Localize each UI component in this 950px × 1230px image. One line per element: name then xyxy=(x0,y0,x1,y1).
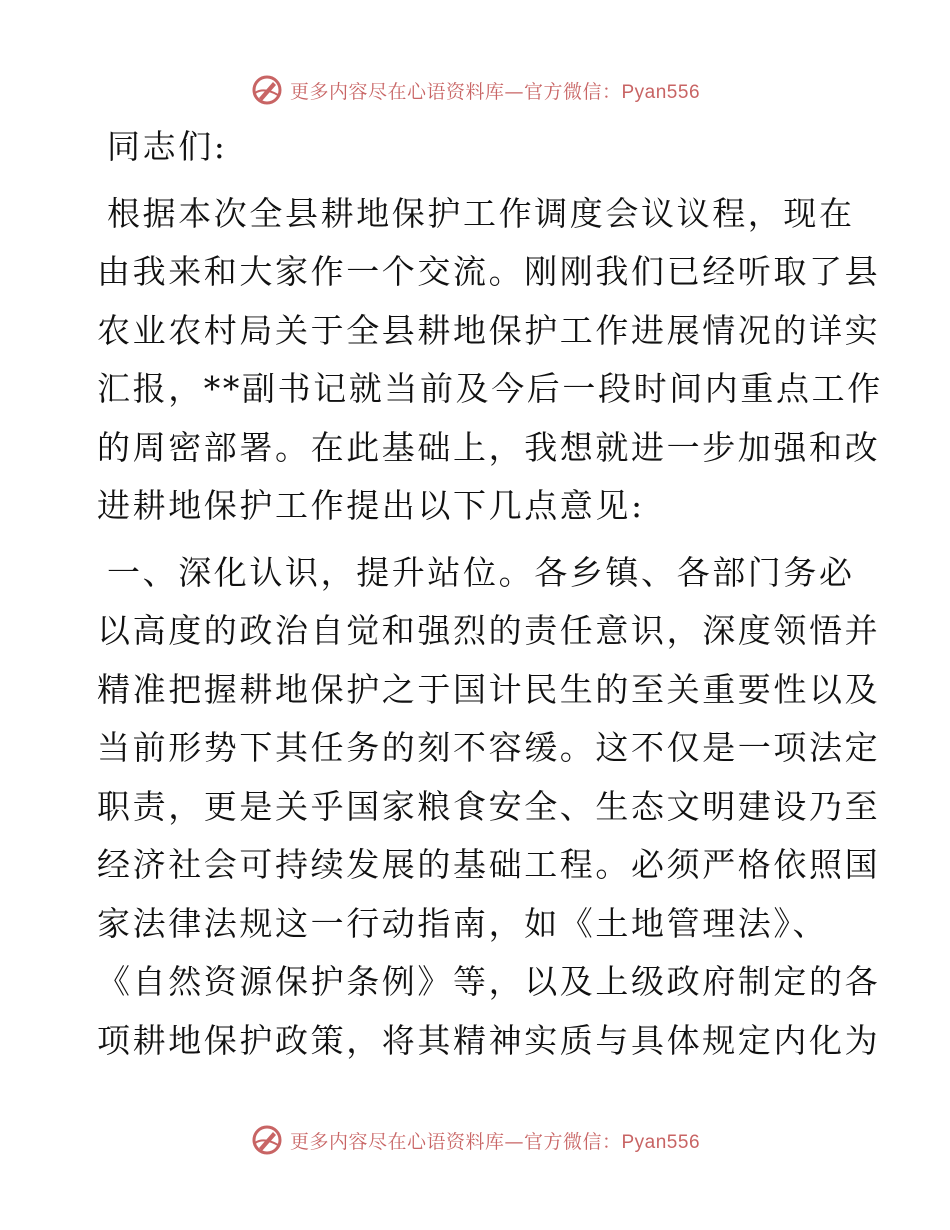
paragraph-line: 以高度的政治自觉和强烈的责任意识，深度领悟并 xyxy=(97,611,881,650)
paragraph-line: 职责，更是关乎国家粮食安全、生态文明建设乃至 xyxy=(97,786,881,826)
watermark-text: 更多内容尽在心语资料库—官方微信：Pyan556 xyxy=(289,1130,701,1153)
paragraph-line: 的周密部署。在此基础上，我想就进一步加强和改 xyxy=(97,427,881,467)
paragraph-line: 一、深化认识，提升站位。各乡镇、各部门务必 xyxy=(107,552,855,592)
pen-seal-icon xyxy=(250,1123,284,1157)
paragraph-line: 根据本次全县耕地保护工作调度会议议程，现在 xyxy=(107,193,855,233)
paragraph-line: 经济社会可持续发展的基础工程。必须严格依照国 xyxy=(97,845,881,884)
paragraph-line: 精准把握耕地保护之于国计民生的至关重要性以及 xyxy=(97,669,881,709)
paragraph-line: 由我来和大家作一个交流。刚刚我们已经听取了县 xyxy=(97,252,881,291)
document-body xyxy=(97,118,883,1070)
paragraph-line: 农业农村局关于全县耕地保护工作进展情况的详实 xyxy=(97,310,881,350)
greeting: 同志们: xyxy=(107,127,228,166)
watermark-text: 更多内容尽在心语资料库—官方微信：Pyan556 xyxy=(289,80,701,103)
paragraph-line: 《自然资源保护条例》等，以及上级政府制定的各 xyxy=(97,962,881,1001)
paragraph-line: 当前形势下其任务的刻不容缓。这不仅是一项法定 xyxy=(97,728,881,767)
watermark-header xyxy=(0,68,950,112)
paragraph xyxy=(97,185,883,536)
pen-seal-icon xyxy=(250,73,284,107)
paragraph xyxy=(97,544,881,1071)
paragraph-line: 项耕地保护政策，将其精神实质与具体规定内化为 xyxy=(97,1020,881,1060)
paragraph-line: 汇报，**副书记就当前及今后一段时间内重点工作 xyxy=(97,369,883,408)
paragraph-line: 家法律法规这一行动指南，如《土地管理法》、 xyxy=(97,903,829,943)
paragraph-line: 进耕地保护工作提出以下几点意见: xyxy=(97,486,645,525)
watermark-footer xyxy=(0,1118,950,1162)
